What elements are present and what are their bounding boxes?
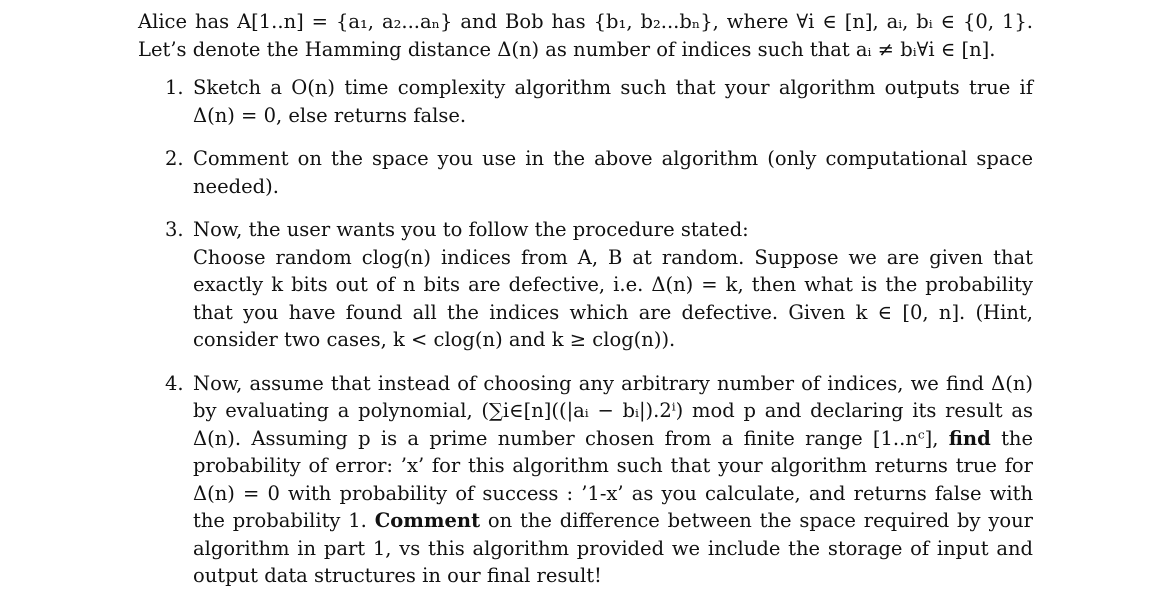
question-text-part-2: the probability of error: ’x’ for this algorithm such that your algorithm returns true for Δ(n) = 0 with probability of success : ’1-x’ as you calculate, and returns false with the probability 1. (193, 426, 1033, 532)
question-number: 3. (165, 218, 184, 241)
question-number: 1. (165, 76, 184, 99)
question-text-part-3: on the difference between the space required by your algorithm in part 1, vs this algorithm provided we include the storage of input and output data structures in our final result! (193, 509, 1034, 587)
emphasis-comment: Comment (374, 509, 481, 532)
question-item (138, 216, 1033, 354)
document-page (138, 8, 1033, 606)
question-text-line-1: Now, the user wants you to follow the procedure stated: (193, 218, 749, 241)
question-text: Sketch a O(n) time complexity algorithm such that your algorithm outputs true if Δ(n) = 0, else returns false. (193, 76, 1033, 127)
intro-line-2: Let’s denote the Hamming distance Δ(n) as number of indices such that aᵢ ≠ bᵢ∀i ∈ [n]. (138, 37, 996, 61)
question-item (138, 145, 1033, 200)
question-number: 2. (165, 147, 184, 170)
question-item (138, 74, 1033, 129)
question-text (193, 370, 1033, 590)
question-text-line-2: Choose random clog(n) indices from A, B at random. Suppose we are given that exactly k bits out of n bits are defective, i.e. Δ(n) = k, then what is the probability that you have found all the indices which are defective. Given k ∈ [0, n]. (Hint, consider two cases, k < clog(n) and k ≥ clog(n)). (193, 245, 1033, 351)
problem-intro (138, 8, 1033, 63)
question-number: 4. (165, 371, 184, 395)
question-text-part-1: Now, assume that instead of choosing any arbitrary number of indices, we find Δ(n) by evaluating a polynomial, (∑i∈[n]((|aᵢ − bᵢ|).2ⁱ) mod p and declaring its result as Δ(n). Assuming p is a prime number chosen from a finite range [1..nᶜ], (193, 371, 1033, 450)
question-list (138, 74, 1033, 590)
question-text: Comment on the space you use in the above algorithm (only computational space needed). (193, 147, 1033, 198)
question-item (138, 370, 1033, 590)
emphasis-find: find (948, 426, 991, 450)
intro-line-1: Alice has A[1..n] = {a₁, a₂...aₙ} and Bob has {b₁, b₂...bₙ}, where ∀i ∈ [n], aᵢ, bᵢ ∈ {0, 1}. (138, 10, 1033, 33)
